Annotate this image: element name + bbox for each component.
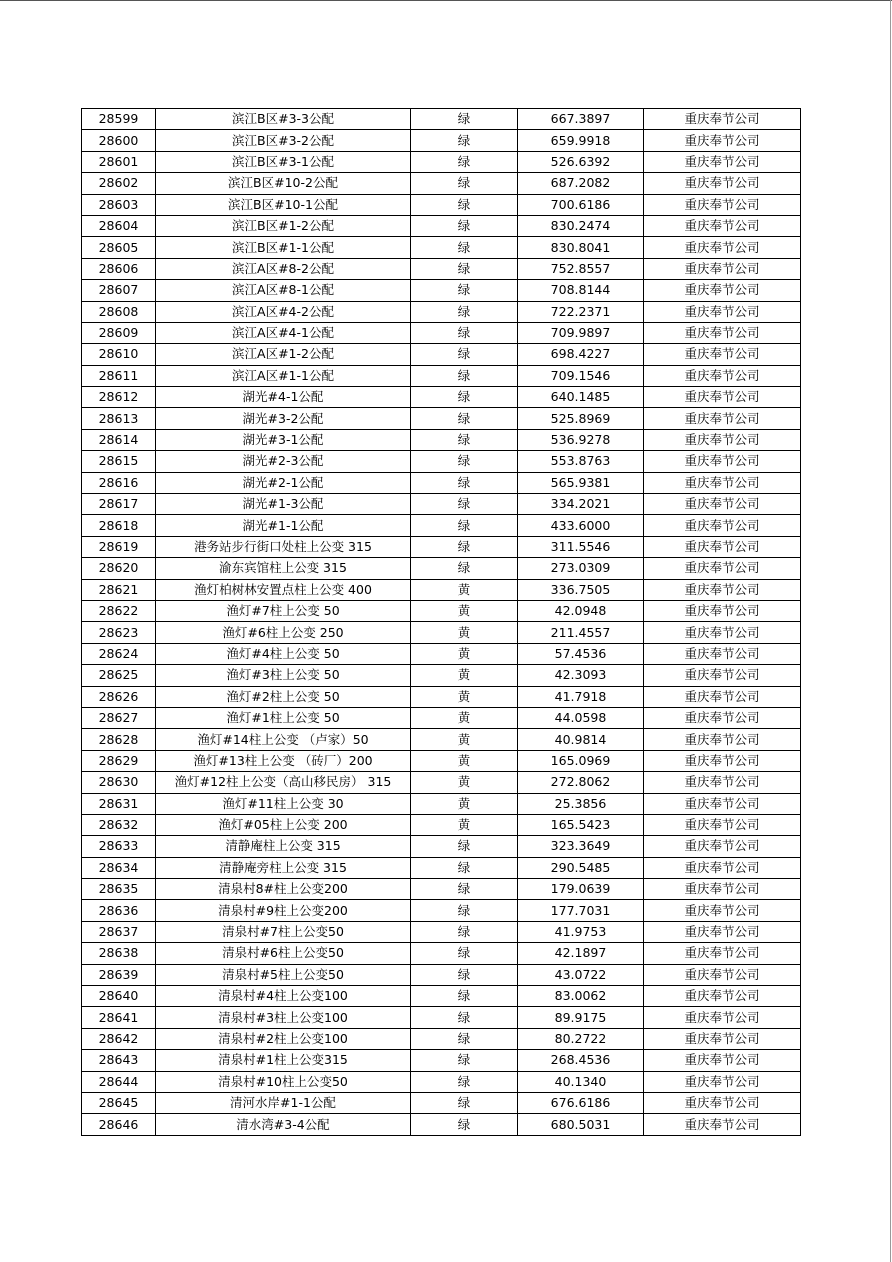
station-name-cell: 湖光#2-3公配 bbox=[156, 451, 411, 472]
status-color-cell: 绿 bbox=[411, 879, 518, 900]
company-cell: 重庆奉节公司 bbox=[644, 921, 801, 942]
value-cell: 687.2082 bbox=[518, 173, 644, 194]
value-cell: 698.4227 bbox=[518, 344, 644, 365]
value-cell: 640.1485 bbox=[518, 387, 644, 408]
row-id-cell: 28634 bbox=[82, 857, 156, 878]
company-cell: 重庆奉节公司 bbox=[644, 280, 801, 301]
status-color-cell: 黄 bbox=[411, 729, 518, 750]
row-id-cell: 28625 bbox=[82, 665, 156, 686]
status-color-cell: 黄 bbox=[411, 643, 518, 664]
row-id-cell: 28610 bbox=[82, 344, 156, 365]
table-row bbox=[82, 130, 801, 151]
company-cell: 重庆奉节公司 bbox=[644, 622, 801, 643]
value-cell: 165.0969 bbox=[518, 750, 644, 771]
company-cell: 重庆奉节公司 bbox=[644, 814, 801, 835]
table-row bbox=[82, 857, 801, 878]
station-name-cell: 湖光#1-1公配 bbox=[156, 515, 411, 536]
row-id-cell: 28639 bbox=[82, 964, 156, 985]
company-cell: 重庆奉节公司 bbox=[644, 1007, 801, 1028]
value-cell: 752.8557 bbox=[518, 258, 644, 279]
company-cell: 重庆奉节公司 bbox=[644, 194, 801, 215]
status-color-cell: 绿 bbox=[411, 194, 518, 215]
row-id-cell: 28608 bbox=[82, 301, 156, 322]
company-cell: 重庆奉节公司 bbox=[644, 536, 801, 557]
table-row bbox=[82, 943, 801, 964]
row-id-cell: 28636 bbox=[82, 900, 156, 921]
company-cell: 重庆奉节公司 bbox=[644, 900, 801, 921]
status-color-cell: 绿 bbox=[411, 280, 518, 301]
table-row bbox=[82, 1028, 801, 1049]
row-id-cell: 28622 bbox=[82, 600, 156, 621]
company-cell: 重庆奉节公司 bbox=[644, 986, 801, 1007]
value-cell: 311.5546 bbox=[518, 536, 644, 557]
company-cell: 重庆奉节公司 bbox=[644, 665, 801, 686]
company-cell: 重庆奉节公司 bbox=[644, 429, 801, 450]
table-row bbox=[82, 322, 801, 343]
company-cell: 重庆奉节公司 bbox=[644, 451, 801, 472]
station-name-cell: 滨江B区#3-2公配 bbox=[156, 130, 411, 151]
row-id-cell: 28631 bbox=[82, 793, 156, 814]
status-color-cell: 绿 bbox=[411, 130, 518, 151]
value-cell: 273.0309 bbox=[518, 558, 644, 579]
company-cell: 重庆奉节公司 bbox=[644, 643, 801, 664]
status-color-cell: 绿 bbox=[411, 986, 518, 1007]
station-name-cell: 清泉村#6柱上公变50 bbox=[156, 943, 411, 964]
company-cell: 重庆奉节公司 bbox=[644, 472, 801, 493]
status-color-cell: 黄 bbox=[411, 600, 518, 621]
station-name-cell: 滨江A区#4-1公配 bbox=[156, 322, 411, 343]
status-color-cell: 黄 bbox=[411, 772, 518, 793]
status-color-cell: 绿 bbox=[411, 429, 518, 450]
row-id-cell: 28609 bbox=[82, 322, 156, 343]
value-cell: 44.0598 bbox=[518, 707, 644, 728]
table-row bbox=[82, 1071, 801, 1092]
status-color-cell: 绿 bbox=[411, 943, 518, 964]
status-color-cell: 绿 bbox=[411, 515, 518, 536]
station-name-cell: 清泉村#4柱上公变100 bbox=[156, 986, 411, 1007]
station-name-cell: 清静庵柱上公变 315 bbox=[156, 836, 411, 857]
table-row bbox=[82, 622, 801, 643]
company-cell: 重庆奉节公司 bbox=[644, 1050, 801, 1071]
table-row bbox=[82, 1092, 801, 1113]
table-row bbox=[82, 558, 801, 579]
table-row bbox=[82, 301, 801, 322]
status-color-cell: 绿 bbox=[411, 836, 518, 857]
station-name-cell: 湖光#2-1公配 bbox=[156, 472, 411, 493]
station-name-cell: 清泉村#10柱上公变50 bbox=[156, 1071, 411, 1092]
table-row bbox=[82, 836, 801, 857]
station-name-cell: 清泉村#1柱上公变315 bbox=[156, 1050, 411, 1071]
station-name-cell: 渔灯#4柱上公变 50 bbox=[156, 643, 411, 664]
company-cell: 重庆奉节公司 bbox=[644, 387, 801, 408]
value-cell: 211.4557 bbox=[518, 622, 644, 643]
value-cell: 536.9278 bbox=[518, 429, 644, 450]
status-color-cell: 绿 bbox=[411, 1071, 518, 1092]
value-cell: 179.0639 bbox=[518, 879, 644, 900]
status-color-cell: 绿 bbox=[411, 494, 518, 515]
row-id-cell: 28600 bbox=[82, 130, 156, 151]
value-cell: 667.3897 bbox=[518, 109, 644, 130]
row-id-cell: 28642 bbox=[82, 1028, 156, 1049]
row-id-cell: 28640 bbox=[82, 986, 156, 1007]
value-cell: 165.5423 bbox=[518, 814, 644, 835]
status-color-cell: 绿 bbox=[411, 151, 518, 172]
table-row bbox=[82, 451, 801, 472]
station-name-cell: 渔灯#3柱上公变 50 bbox=[156, 665, 411, 686]
status-color-cell: 绿 bbox=[411, 173, 518, 194]
status-color-cell: 绿 bbox=[411, 1114, 518, 1135]
status-color-cell: 黄 bbox=[411, 750, 518, 771]
row-id-cell: 28638 bbox=[82, 943, 156, 964]
row-id-cell: 28633 bbox=[82, 836, 156, 857]
company-cell: 重庆奉节公司 bbox=[644, 237, 801, 258]
page-top-edge bbox=[0, 0, 892, 1]
company-cell: 重庆奉节公司 bbox=[644, 707, 801, 728]
company-cell: 重庆奉节公司 bbox=[644, 579, 801, 600]
station-name-cell: 滨江A区#1-1公配 bbox=[156, 365, 411, 386]
row-id-cell: 28644 bbox=[82, 1071, 156, 1092]
station-name-cell: 清泉村#9柱上公变200 bbox=[156, 900, 411, 921]
value-cell: 42.0948 bbox=[518, 600, 644, 621]
row-id-cell: 28613 bbox=[82, 408, 156, 429]
table-row bbox=[82, 707, 801, 728]
status-color-cell: 绿 bbox=[411, 237, 518, 258]
station-name-cell: 渔灯#05柱上公变 200 bbox=[156, 814, 411, 835]
status-color-cell: 绿 bbox=[411, 451, 518, 472]
status-color-cell: 黄 bbox=[411, 793, 518, 814]
table-row bbox=[82, 408, 801, 429]
station-name-cell: 滨江B区#1-1公配 bbox=[156, 237, 411, 258]
status-color-cell: 黄 bbox=[411, 686, 518, 707]
value-cell: 334.2021 bbox=[518, 494, 644, 515]
company-cell: 重庆奉节公司 bbox=[644, 793, 801, 814]
table-row bbox=[82, 1050, 801, 1071]
table-row bbox=[82, 900, 801, 921]
row-id-cell: 28630 bbox=[82, 772, 156, 793]
station-name-cell: 渔灯#2柱上公变 50 bbox=[156, 686, 411, 707]
company-cell: 重庆奉节公司 bbox=[644, 857, 801, 878]
table-row bbox=[82, 109, 801, 130]
company-cell: 重庆奉节公司 bbox=[644, 109, 801, 130]
table-row bbox=[82, 986, 801, 1007]
company-cell: 重庆奉节公司 bbox=[644, 515, 801, 536]
company-cell: 重庆奉节公司 bbox=[644, 836, 801, 857]
row-id-cell: 28617 bbox=[82, 494, 156, 515]
company-cell: 重庆奉节公司 bbox=[644, 1114, 801, 1135]
row-id-cell: 28646 bbox=[82, 1114, 156, 1135]
table-row bbox=[82, 194, 801, 215]
row-id-cell: 28629 bbox=[82, 750, 156, 771]
value-cell: 709.9897 bbox=[518, 322, 644, 343]
station-name-cell: 渔灯#7柱上公变 50 bbox=[156, 600, 411, 621]
table-row bbox=[82, 215, 801, 236]
status-color-cell: 绿 bbox=[411, 1050, 518, 1071]
company-cell: 重庆奉节公司 bbox=[644, 215, 801, 236]
company-cell: 重庆奉节公司 bbox=[644, 879, 801, 900]
transformer-table bbox=[81, 108, 801, 1136]
company-cell: 重庆奉节公司 bbox=[644, 494, 801, 515]
table-row bbox=[82, 1114, 801, 1135]
value-cell: 659.9918 bbox=[518, 130, 644, 151]
status-color-cell: 绿 bbox=[411, 215, 518, 236]
value-cell: 41.9753 bbox=[518, 921, 644, 942]
row-id-cell: 28605 bbox=[82, 237, 156, 258]
table-row bbox=[82, 600, 801, 621]
value-cell: 42.3093 bbox=[518, 665, 644, 686]
table-row bbox=[82, 793, 801, 814]
station-name-cell: 渔灯#13柱上公变 （砖厂）200 bbox=[156, 750, 411, 771]
row-id-cell: 28628 bbox=[82, 729, 156, 750]
station-name-cell: 滨江B区#10-1公配 bbox=[156, 194, 411, 215]
company-cell: 重庆奉节公司 bbox=[644, 344, 801, 365]
table-row bbox=[82, 258, 801, 279]
table-row bbox=[82, 237, 801, 258]
row-id-cell: 28614 bbox=[82, 429, 156, 450]
value-cell: 25.3856 bbox=[518, 793, 644, 814]
row-id-cell: 28604 bbox=[82, 215, 156, 236]
company-cell: 重庆奉节公司 bbox=[644, 772, 801, 793]
row-id-cell: 28603 bbox=[82, 194, 156, 215]
status-color-cell: 绿 bbox=[411, 109, 518, 130]
station-name-cell: 清泉村#7柱上公变50 bbox=[156, 921, 411, 942]
table-row bbox=[82, 365, 801, 386]
table-row bbox=[82, 665, 801, 686]
row-id-cell: 28632 bbox=[82, 814, 156, 835]
company-cell: 重庆奉节公司 bbox=[644, 151, 801, 172]
row-id-cell: 28626 bbox=[82, 686, 156, 707]
station-name-cell: 清水湾#3-4公配 bbox=[156, 1114, 411, 1135]
value-cell: 553.8763 bbox=[518, 451, 644, 472]
value-cell: 565.9381 bbox=[518, 472, 644, 493]
company-cell: 重庆奉节公司 bbox=[644, 258, 801, 279]
station-name-cell: 滨江A区#4-2公配 bbox=[156, 301, 411, 322]
value-cell: 830.2474 bbox=[518, 215, 644, 236]
status-color-cell: 黄 bbox=[411, 707, 518, 728]
status-color-cell: 绿 bbox=[411, 1028, 518, 1049]
status-color-cell: 绿 bbox=[411, 1092, 518, 1113]
table-row bbox=[82, 879, 801, 900]
station-name-cell: 清河水岸#1-1公配 bbox=[156, 1092, 411, 1113]
table-row bbox=[82, 729, 801, 750]
station-name-cell: 渔灯#11柱上公变 30 bbox=[156, 793, 411, 814]
station-name-cell: 渔灯#12柱上公变（高山移民房） 315 bbox=[156, 772, 411, 793]
table-row bbox=[82, 579, 801, 600]
station-name-cell: 渔灯#6柱上公变 250 bbox=[156, 622, 411, 643]
row-id-cell: 28602 bbox=[82, 173, 156, 194]
company-cell: 重庆奉节公司 bbox=[644, 558, 801, 579]
row-id-cell: 28627 bbox=[82, 707, 156, 728]
station-name-cell: 湖光#4-1公配 bbox=[156, 387, 411, 408]
table-row bbox=[82, 429, 801, 450]
table-row bbox=[82, 472, 801, 493]
row-id-cell: 28620 bbox=[82, 558, 156, 579]
row-id-cell: 28645 bbox=[82, 1092, 156, 1113]
status-color-cell: 绿 bbox=[411, 536, 518, 557]
status-color-cell: 绿 bbox=[411, 857, 518, 878]
table-row bbox=[82, 280, 801, 301]
company-cell: 重庆奉节公司 bbox=[644, 1028, 801, 1049]
company-cell: 重庆奉节公司 bbox=[644, 173, 801, 194]
status-color-cell: 绿 bbox=[411, 365, 518, 386]
table-body bbox=[82, 109, 801, 1136]
table-row bbox=[82, 344, 801, 365]
company-cell: 重庆奉节公司 bbox=[644, 600, 801, 621]
row-id-cell: 28643 bbox=[82, 1050, 156, 1071]
value-cell: 83.0062 bbox=[518, 986, 644, 1007]
row-id-cell: 28611 bbox=[82, 365, 156, 386]
status-color-cell: 绿 bbox=[411, 964, 518, 985]
value-cell: 57.4536 bbox=[518, 643, 644, 664]
station-name-cell: 渔灯#14柱上公变 （卢家）50 bbox=[156, 729, 411, 750]
status-color-cell: 绿 bbox=[411, 344, 518, 365]
row-id-cell: 28616 bbox=[82, 472, 156, 493]
station-name-cell: 湖光#3-1公配 bbox=[156, 429, 411, 450]
row-id-cell: 28599 bbox=[82, 109, 156, 130]
value-cell: 177.7031 bbox=[518, 900, 644, 921]
company-cell: 重庆奉节公司 bbox=[644, 1092, 801, 1113]
table-row bbox=[82, 921, 801, 942]
station-name-cell: 清泉村8#柱上公变200 bbox=[156, 879, 411, 900]
value-cell: 272.8062 bbox=[518, 772, 644, 793]
station-name-cell: 湖光#3-2公配 bbox=[156, 408, 411, 429]
company-cell: 重庆奉节公司 bbox=[644, 408, 801, 429]
status-color-cell: 黄 bbox=[411, 579, 518, 600]
value-cell: 700.6186 bbox=[518, 194, 644, 215]
value-cell: 680.5031 bbox=[518, 1114, 644, 1135]
value-cell: 676.6186 bbox=[518, 1092, 644, 1113]
table-row bbox=[82, 772, 801, 793]
row-id-cell: 28623 bbox=[82, 622, 156, 643]
value-cell: 830.8041 bbox=[518, 237, 644, 258]
row-id-cell: 28615 bbox=[82, 451, 156, 472]
value-cell: 525.8969 bbox=[518, 408, 644, 429]
company-cell: 重庆奉节公司 bbox=[644, 322, 801, 343]
company-cell: 重庆奉节公司 bbox=[644, 750, 801, 771]
company-cell: 重庆奉节公司 bbox=[644, 686, 801, 707]
status-color-cell: 绿 bbox=[411, 387, 518, 408]
station-name-cell: 渔灯#1柱上公变 50 bbox=[156, 707, 411, 728]
value-cell: 40.1340 bbox=[518, 1071, 644, 1092]
station-name-cell: 滨江B区#3-3公配 bbox=[156, 109, 411, 130]
station-name-cell: 渝东宾馆柱上公变 315 bbox=[156, 558, 411, 579]
status-color-cell: 绿 bbox=[411, 558, 518, 579]
table-row bbox=[82, 686, 801, 707]
page-right-edge bbox=[890, 0, 891, 1262]
value-cell: 709.1546 bbox=[518, 365, 644, 386]
value-cell: 336.7505 bbox=[518, 579, 644, 600]
table-row bbox=[82, 643, 801, 664]
status-color-cell: 绿 bbox=[411, 472, 518, 493]
status-color-cell: 黄 bbox=[411, 665, 518, 686]
table-row bbox=[82, 387, 801, 408]
value-cell: 42.1897 bbox=[518, 943, 644, 964]
value-cell: 433.6000 bbox=[518, 515, 644, 536]
table-row bbox=[82, 750, 801, 771]
station-name-cell: 滨江A区#8-1公配 bbox=[156, 280, 411, 301]
company-cell: 重庆奉节公司 bbox=[644, 130, 801, 151]
status-color-cell: 绿 bbox=[411, 921, 518, 942]
status-color-cell: 绿 bbox=[411, 1007, 518, 1028]
value-cell: 323.3649 bbox=[518, 836, 644, 857]
status-color-cell: 绿 bbox=[411, 258, 518, 279]
table-row bbox=[82, 173, 801, 194]
company-cell: 重庆奉节公司 bbox=[644, 943, 801, 964]
table-row bbox=[82, 814, 801, 835]
status-color-cell: 绿 bbox=[411, 301, 518, 322]
row-id-cell: 28606 bbox=[82, 258, 156, 279]
station-name-cell: 清泉村#3柱上公变100 bbox=[156, 1007, 411, 1028]
row-id-cell: 28641 bbox=[82, 1007, 156, 1028]
status-color-cell: 绿 bbox=[411, 900, 518, 921]
value-cell: 80.2722 bbox=[518, 1028, 644, 1049]
value-cell: 40.9814 bbox=[518, 729, 644, 750]
company-cell: 重庆奉节公司 bbox=[644, 964, 801, 985]
station-name-cell: 港务站步行街口处柱上公变 315 bbox=[156, 536, 411, 557]
table-row bbox=[82, 964, 801, 985]
station-name-cell: 滨江A区#8-2公配 bbox=[156, 258, 411, 279]
table-row bbox=[82, 151, 801, 172]
value-cell: 290.5485 bbox=[518, 857, 644, 878]
company-cell: 重庆奉节公司 bbox=[644, 729, 801, 750]
row-id-cell: 28635 bbox=[82, 879, 156, 900]
status-color-cell: 黄 bbox=[411, 814, 518, 835]
value-cell: 268.4536 bbox=[518, 1050, 644, 1071]
table-row bbox=[82, 1007, 801, 1028]
value-cell: 43.0722 bbox=[518, 964, 644, 985]
status-color-cell: 绿 bbox=[411, 322, 518, 343]
value-cell: 526.6392 bbox=[518, 151, 644, 172]
table-row bbox=[82, 536, 801, 557]
status-color-cell: 黄 bbox=[411, 622, 518, 643]
row-id-cell: 28637 bbox=[82, 921, 156, 942]
station-name-cell: 渔灯柏树林安置点柱上公变 400 bbox=[156, 579, 411, 600]
station-name-cell: 滨江B区#3-1公配 bbox=[156, 151, 411, 172]
table-row bbox=[82, 515, 801, 536]
row-id-cell: 28601 bbox=[82, 151, 156, 172]
station-name-cell: 清静庵旁柱上公变 315 bbox=[156, 857, 411, 878]
row-id-cell: 28612 bbox=[82, 387, 156, 408]
row-id-cell: 28621 bbox=[82, 579, 156, 600]
row-id-cell: 28618 bbox=[82, 515, 156, 536]
company-cell: 重庆奉节公司 bbox=[644, 1071, 801, 1092]
row-id-cell: 28607 bbox=[82, 280, 156, 301]
station-name-cell: 湖光#1-3公配 bbox=[156, 494, 411, 515]
station-name-cell: 滨江B区#1-2公配 bbox=[156, 215, 411, 236]
value-cell: 89.9175 bbox=[518, 1007, 644, 1028]
station-name-cell: 清泉村#2柱上公变100 bbox=[156, 1028, 411, 1049]
table-row bbox=[82, 494, 801, 515]
status-color-cell: 绿 bbox=[411, 408, 518, 429]
station-name-cell: 滨江B区#10-2公配 bbox=[156, 173, 411, 194]
row-id-cell: 28624 bbox=[82, 643, 156, 664]
company-cell: 重庆奉节公司 bbox=[644, 301, 801, 322]
company-cell: 重庆奉节公司 bbox=[644, 365, 801, 386]
value-cell: 722.2371 bbox=[518, 301, 644, 322]
station-name-cell: 清泉村#5柱上公变50 bbox=[156, 964, 411, 985]
row-id-cell: 28619 bbox=[82, 536, 156, 557]
value-cell: 41.7918 bbox=[518, 686, 644, 707]
value-cell: 708.8144 bbox=[518, 280, 644, 301]
station-name-cell: 滨江A区#1-2公配 bbox=[156, 344, 411, 365]
